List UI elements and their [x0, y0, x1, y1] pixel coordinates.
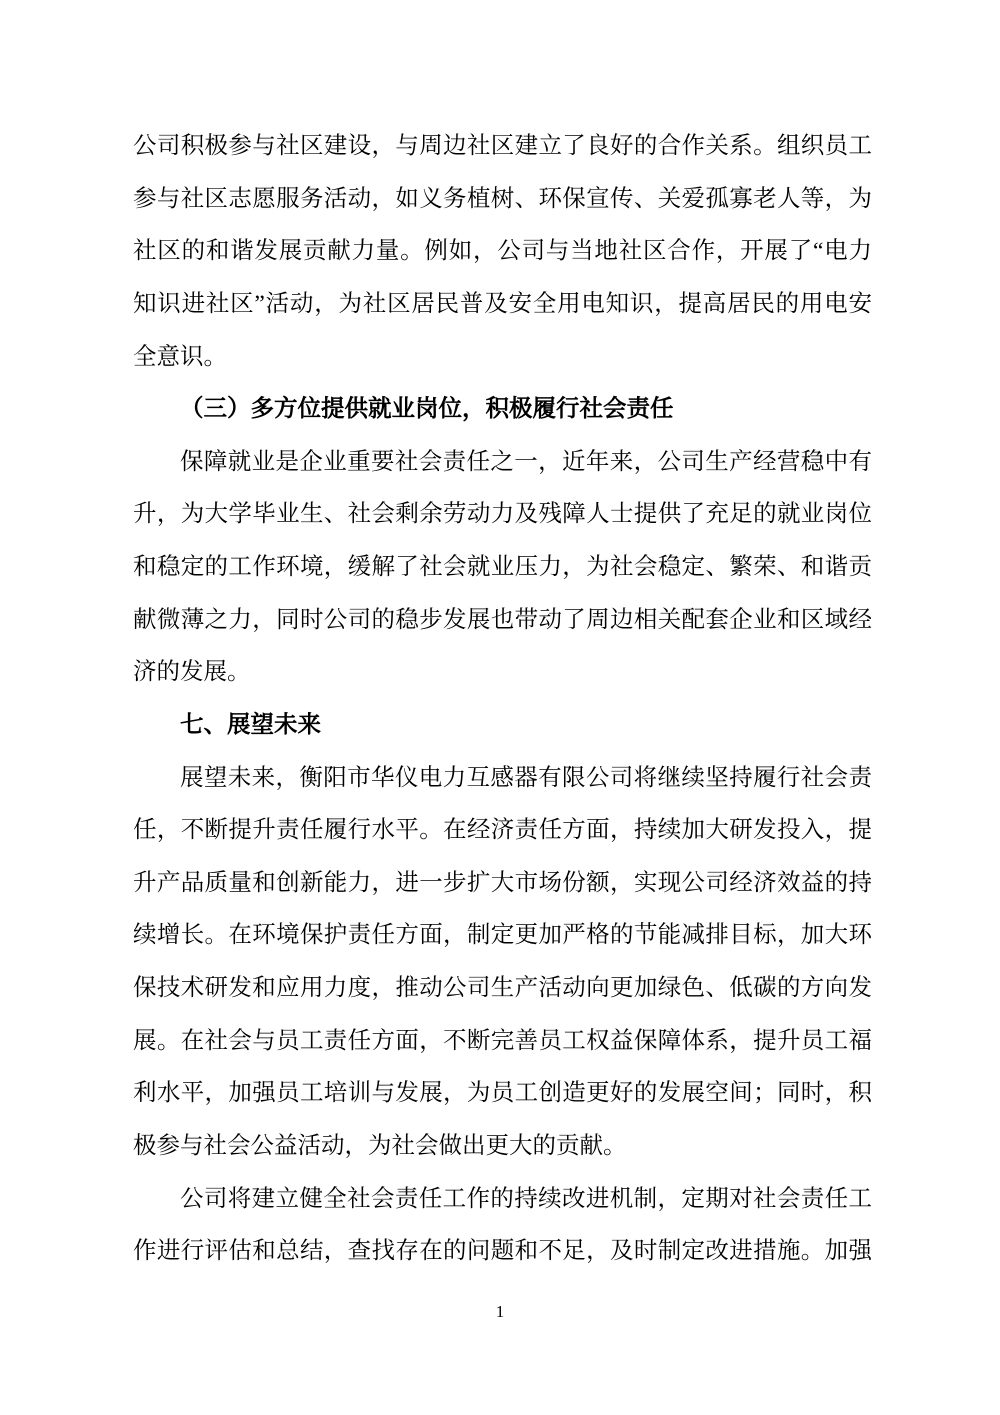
document-body: [133, 120, 872, 1278]
body-paragraph-line: 公司积极参与社区建设，与周边社区建立了良好的合作关系。组织员工: [133, 133, 872, 159]
page-footer: [0, 1302, 1000, 1322]
section-heading-future: 七、展望未来: [180, 711, 321, 738]
body-paragraph-line: 保障就业是企业重要社会责任之一，近年来，公司生产经营稳中有: [180, 448, 872, 475]
page-number: 1: [495, 1302, 505, 1321]
body-paragraph-line: 升，为大学毕业生、社会剩余劳动力及残障人士提供了充足的就业岗位: [133, 501, 872, 528]
body-paragraph-line: 作进行评估和总结，查找存在的问题和不足，及时制定改进措施。加强: [133, 1238, 872, 1265]
body-paragraph-line: 续增长。在环境保护责任方面，制定更加严格的节能减排目标，加大环: [133, 922, 872, 949]
body-paragraph-line: 公司将建立健全社会责任工作的持续改进机制，定期对社会责任工: [180, 1185, 872, 1212]
body-paragraph-line: 和稳定的工作环境，缓解了社会就业压力，为社会稳定、繁荣、和谐贡: [133, 554, 872, 580]
body-paragraph-line: 展。在社会与员工责任方面，不断完善员工权益保障体系，提升员工福: [133, 1027, 872, 1054]
body-paragraph-line: 极参与社会公益活动，为社会做出更大的贡献。: [133, 1132, 627, 1159]
body-paragraph-line: 展望未来，衡阳市华仪电力互感器有限公司将继续坚持履行社会责: [180, 764, 872, 791]
body-paragraph-line: 利水平，加强员工培训与发展，为员工创造更好的发展空间；同时，积: [133, 1080, 872, 1107]
body-paragraph-line: 任，不断提升责任履行水平。在经济责任方面，持续加大研发投入，提: [133, 817, 872, 844]
body-paragraph-line: 升产品质量和创新能力，进一步扩大市场份额，实现公司经济效益的持: [133, 869, 872, 896]
body-paragraph-line: 参与社区志愿服务活动，如义务植树、环保宣传、关爱孤寡老人等，为: [133, 185, 872, 212]
paragraph-community: [133, 120, 872, 383]
paragraph-improvement: [133, 1173, 872, 1278]
paragraph-future: [133, 752, 872, 1173]
body-paragraph-line: 社区的和谐发展贡献力量。例如，公司与当地社区合作，开展了“电力: [133, 238, 872, 265]
body-paragraph-line: 全意识。: [133, 343, 227, 370]
body-paragraph-line: 保技术研发和应用力度，推动公司生产活动向更加绿色、低碳的方向发: [133, 975, 872, 1001]
paragraph-employment: [133, 436, 872, 699]
body-paragraph-line: 济的发展。: [133, 659, 251, 686]
body-paragraph-line: 献微薄之力，同时公司的稳步发展也带动了周边相关配套企业和区域经: [133, 606, 872, 633]
section-heading-employment: （三）多方位提供就业岗位，积极履行社会责任: [180, 396, 674, 423]
body-paragraph-line: 知识进社区”活动，为社区居民普及安全用电知识，提高居民的用电安: [133, 290, 872, 317]
